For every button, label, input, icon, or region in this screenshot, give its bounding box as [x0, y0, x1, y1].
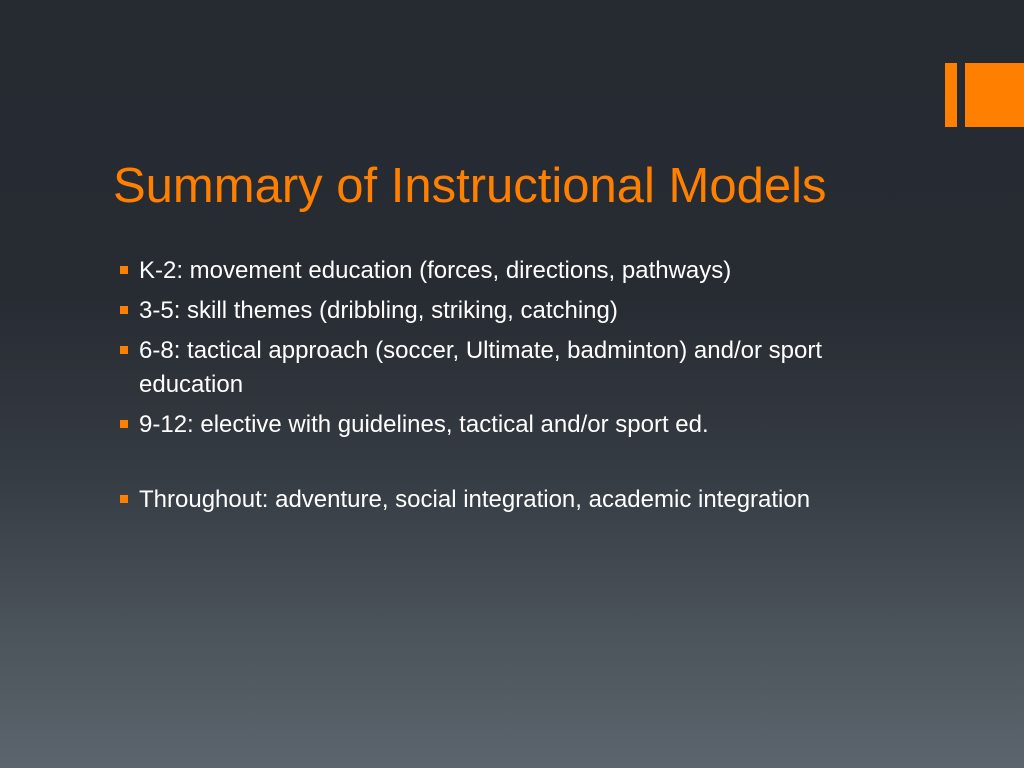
bullet-item — [120, 254, 910, 288]
bullet-list — [120, 254, 910, 523]
square-bullet-icon — [120, 346, 128, 354]
bullet-text: 6-8: tactical approach (soccer, Ultimate, badminton) and/or sport education — [139, 337, 822, 398]
bullet-item — [120, 408, 910, 442]
accent-bar-thick — [965, 63, 1024, 127]
bullet-item — [120, 334, 910, 402]
bullet-text: 3-5: skill themes (dribbling, striking, catching) — [139, 297, 618, 324]
accent-bar-thin — [945, 63, 957, 127]
square-bullet-icon — [120, 306, 128, 314]
bullet-text: K-2: movement education (forces, directions, pathways) — [139, 257, 732, 284]
bullet-item — [120, 483, 910, 517]
bullet-item — [120, 294, 910, 328]
square-bullet-icon — [120, 420, 128, 428]
bullet-text: Throughout: adventure, social integration, academic integration — [139, 486, 811, 513]
bullet-text: 9-12: elective with guidelines, tactical and/or sport ed. — [139, 411, 709, 438]
slide-title: Summary of Instructional Models — [113, 159, 827, 213]
square-bullet-icon — [120, 495, 128, 503]
square-bullet-icon — [120, 266, 128, 274]
